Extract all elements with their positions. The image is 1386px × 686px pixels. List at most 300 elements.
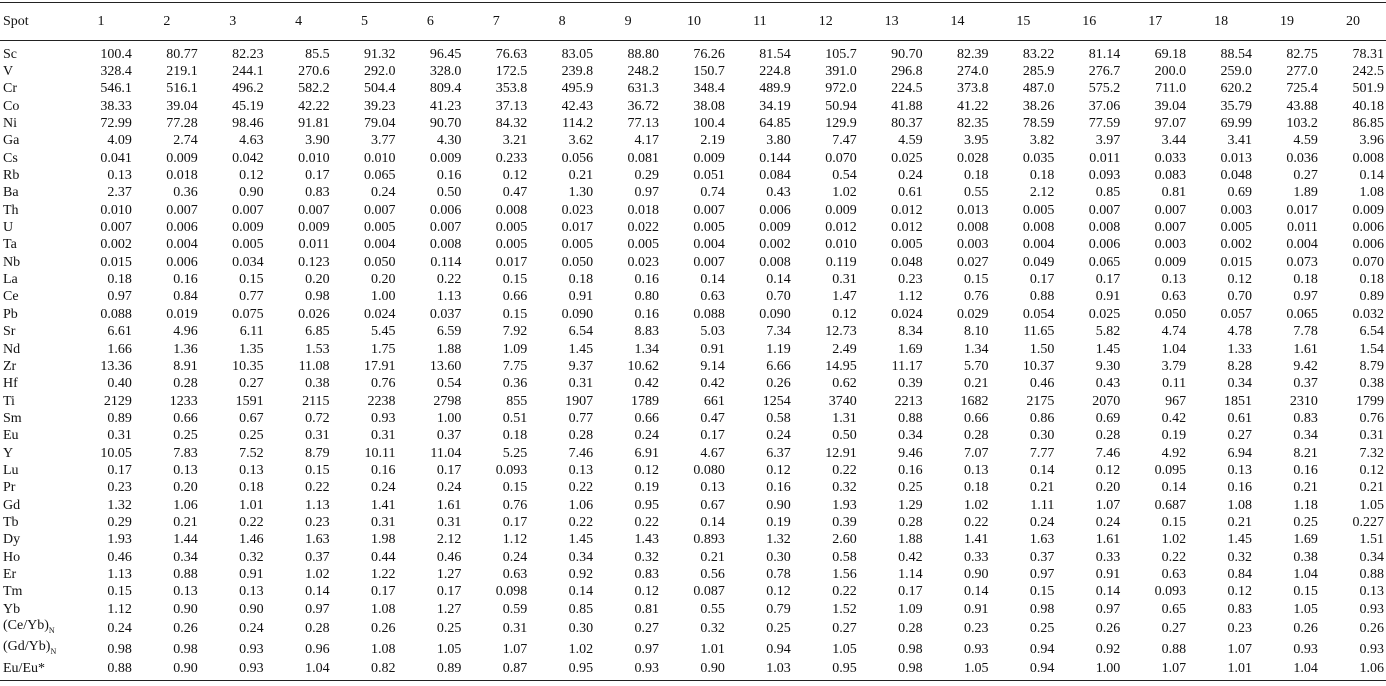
row-label [0, 497, 68, 514]
table-cell: 0.32 [832, 480, 857, 496]
table-cell: 80.37 [891, 116, 923, 132]
table-cell: 41.23 [429, 98, 462, 114]
table-cell: 0.005 [495, 237, 528, 253]
table-cell: 6.91 [634, 445, 660, 461]
row-label-text: U [3, 220, 14, 236]
table-cell: 17.91 [363, 358, 396, 374]
row-label [0, 254, 68, 271]
table-cell: 0.97 [1095, 601, 1121, 617]
row-label [0, 376, 68, 393]
table-cell: 0.13 [1359, 584, 1384, 600]
table-cell: 0.47 [502, 185, 528, 201]
table-cell: 0.94 [766, 641, 791, 657]
table-cell: 3.79 [1161, 358, 1187, 374]
table-cell: 0.32 [239, 549, 264, 565]
table-cell: 495.9 [561, 81, 594, 97]
table-cell: 0.024 [891, 306, 923, 322]
table-cell: 0.37 [1293, 376, 1318, 392]
column-header: 9 [595, 3, 661, 41]
table-cell: 0.88 [1029, 289, 1055, 305]
table-cell: 0.005 [1022, 202, 1055, 218]
table-cell: 1.12 [502, 532, 528, 548]
table-cell: 0.009 [693, 150, 725, 166]
table-cell: 2.74 [173, 133, 198, 149]
table-cell: 0.049 [1022, 254, 1055, 270]
table-cell: 0.080 [693, 462, 725, 478]
table-cell: 1.02 [963, 497, 989, 513]
table-cell: 9.30 [1095, 358, 1121, 374]
table-cell: 37.13 [495, 98, 528, 114]
table-row [0, 271, 1386, 288]
table-cell: 0.006 [1352, 220, 1384, 236]
table-cell: 83.22 [1022, 46, 1055, 62]
table-cell: 620.2 [1220, 81, 1253, 97]
row-label [0, 98, 68, 115]
table-cell: 4.96 [173, 324, 198, 340]
table-cell: 5.03 [700, 324, 725, 340]
table-cell: 0.004 [1286, 237, 1318, 253]
table-cell: 0.40 [107, 376, 132, 392]
table-cell: 0.25 [1029, 620, 1055, 636]
table-cell: 0.037 [429, 306, 462, 322]
table-cell: 0.24 [1095, 514, 1121, 530]
table-cell: 0.16 [173, 272, 198, 288]
table-cell: 631.3 [627, 81, 660, 97]
table-cell: 0.90 [134, 660, 200, 681]
table-cell: 172.5 [495, 64, 528, 80]
row-label [0, 462, 68, 479]
row-label-text: La [3, 272, 18, 288]
table-cell: 14.95 [825, 358, 857, 374]
table-cell: 0.70 [1227, 289, 1253, 305]
header-spot-label: Spot [0, 3, 68, 41]
table-cell: 0.007 [363, 202, 396, 218]
row-label [0, 219, 68, 236]
table-cell: 82.75 [1286, 46, 1318, 62]
table-row [0, 480, 1386, 497]
table-cell: 41.88 [891, 98, 923, 114]
table-cell: 0.070 [825, 150, 857, 166]
table-cell: 8.91 [173, 358, 198, 374]
table-cell: 0.15 [1161, 514, 1187, 530]
table-cell: 0.12 [239, 168, 264, 184]
table-cell: 0.20 [1095, 480, 1121, 496]
table-cell: 0.24 [239, 620, 264, 636]
table-cell: 1.13 [305, 497, 330, 513]
table-cell: 0.42 [700, 376, 725, 392]
table-cell: 0.61 [1227, 410, 1253, 426]
table-cell: 0.31 [436, 514, 462, 530]
table-cell: 0.76 [502, 497, 528, 513]
table-cell: 0.025 [1088, 306, 1121, 322]
table-cell: 0.28 [898, 514, 923, 530]
row-label-text: (Ce/Yb) [3, 618, 49, 634]
table-cell: 496.2 [232, 81, 264, 97]
row-label-text: Tb [3, 514, 19, 530]
table-cell: 3.97 [1095, 133, 1121, 149]
row-label [0, 358, 68, 375]
table-cell: 39.23 [363, 98, 396, 114]
table-cell: 8.10 [963, 324, 989, 340]
table-cell: 0.90 [239, 185, 264, 201]
table-cell: 77.13 [627, 116, 660, 132]
table-cell: 0.027 [956, 254, 989, 270]
column-header: 6 [397, 3, 463, 41]
table-cell: 1.02 [568, 641, 594, 657]
table-cell: 0.28 [568, 428, 594, 444]
table-cell: 1.06 [568, 497, 594, 513]
table-cell: 8.28 [1227, 358, 1253, 374]
table-cell: 0.42 [1161, 410, 1187, 426]
table-cell: 224.5 [891, 81, 923, 97]
table-cell: 967 [1165, 393, 1187, 409]
table-cell: 0.017 [1286, 202, 1318, 218]
table-cell: 0.144 [759, 150, 791, 166]
table-cell: 1.01 [700, 641, 725, 657]
row-label [0, 601, 68, 618]
table-cell: 0.98 [305, 289, 330, 305]
table-cell: 0.12 [634, 584, 660, 600]
row-label-text: Lu [3, 462, 19, 478]
table-cell: 0.008 [429, 237, 462, 253]
table-cell: 1.00 [370, 289, 396, 305]
table-cell: 0.065 [363, 168, 396, 184]
table-cell: 97.07 [1154, 116, 1187, 132]
table-cell: 0.24 [107, 620, 132, 636]
table-cell: 0.057 [1220, 306, 1253, 322]
table-cell: 0.72 [305, 410, 330, 426]
table-cell: 0.55 [700, 601, 725, 617]
table-cell: 0.36 [502, 376, 528, 392]
table-cell: 0.007 [100, 220, 132, 236]
table-cell: 0.123 [298, 254, 330, 270]
table-cell: 1.93 [832, 497, 857, 513]
table-cell: 1.05 [436, 641, 462, 657]
table-cell: 0.51 [502, 410, 528, 426]
table-cell: 0.14 [766, 272, 791, 288]
table-cell: 0.31 [370, 428, 396, 444]
table-cell: 0.21 [700, 549, 725, 565]
table-cell: 0.93 [239, 641, 264, 657]
table-cell: 200.0 [1154, 64, 1187, 80]
table-cell: 0.27 [239, 376, 264, 392]
table-cell: 0.051 [693, 168, 725, 184]
table-cell: 0.91 [1095, 566, 1121, 582]
table-cell: 1.30 [568, 185, 594, 201]
column-header: 10 [661, 3, 727, 41]
table-row [0, 237, 1386, 254]
row-label-text: V [3, 64, 14, 80]
table-cell: 1.31 [832, 410, 857, 426]
table-cell: 10.62 [627, 358, 660, 374]
table-cell: 0.76 [963, 289, 989, 305]
table-cell: 7.34 [766, 324, 791, 340]
row-label [0, 185, 68, 202]
table-cell: 6.54 [568, 324, 594, 340]
table-cell: 10.37 [1022, 358, 1055, 374]
table-cell: 1.08 [1227, 497, 1253, 513]
row-label-text: Er [3, 566, 17, 582]
table-cell: 0.002 [759, 237, 791, 253]
table-cell: 0.83 [634, 566, 660, 582]
table-cell: 0.24 [634, 428, 660, 444]
table-cell: 1851 [1224, 393, 1253, 409]
table-body [0, 41, 1386, 681]
table-cell: 0.22 [832, 462, 857, 478]
table-row [0, 428, 1386, 445]
table-cell: 5.45 [370, 324, 396, 340]
table-cell: 1.61 [1293, 341, 1318, 357]
table-cell: 0.26 [1359, 620, 1384, 636]
table-cell: 88.80 [627, 46, 660, 62]
table-cell: 0.28 [898, 620, 923, 636]
row-label [0, 428, 68, 445]
table-cell: 0.17 [1095, 272, 1121, 288]
table-cell: 285.9 [1022, 64, 1055, 80]
table-cell: 1.07 [502, 641, 528, 657]
table-row [0, 584, 1386, 601]
table-cell: 7.78 [1293, 324, 1318, 340]
table-row [0, 601, 1386, 618]
table-cell: 72.99 [100, 116, 132, 132]
table-cell: 0.37 [436, 428, 462, 444]
table-cell: 0.12 [766, 584, 791, 600]
table-cell: 64.85 [759, 116, 791, 132]
table-cell: 0.88 [173, 566, 198, 582]
table-cell: 12.73 [825, 324, 857, 340]
row-label [0, 410, 68, 427]
table-cell: 661 [703, 393, 725, 409]
table-cell: 274.0 [956, 64, 989, 80]
table-cell: 0.029 [956, 306, 989, 322]
table-cell: 1.32 [766, 532, 791, 548]
table-cell: 0.002 [100, 237, 132, 253]
table-cell: 487.0 [1022, 81, 1055, 97]
table-cell: 0.008 [1352, 150, 1384, 166]
table-cell: 0.89 [1359, 289, 1384, 305]
table-cell: 0.46 [436, 549, 462, 565]
table-cell: 1.56 [832, 566, 857, 582]
table-cell: 0.005 [627, 237, 660, 253]
table-cell: 0.065 [1088, 254, 1121, 270]
table-cell: 0.098 [495, 584, 528, 600]
table-cell: 3.80 [766, 133, 791, 149]
table-cell: 0.13 [700, 480, 725, 496]
table-cell: 0.21 [1227, 514, 1253, 530]
table-cell: 1.69 [1293, 532, 1318, 548]
table-cell: 0.20 [370, 272, 396, 288]
column-header: 14 [925, 3, 991, 41]
table-cell: 0.009 [232, 220, 264, 236]
table-cell: 0.007 [1154, 220, 1187, 236]
table-cell: 0.91 [963, 601, 989, 617]
table-cell: 0.005 [1220, 220, 1253, 236]
table-cell: 0.84 [173, 289, 198, 305]
row-label [0, 514, 68, 531]
row-label-text: Ba [3, 185, 19, 201]
table-cell: 1.09 [502, 341, 528, 357]
table-cell: 13.60 [429, 358, 462, 374]
table-cell: 242.5 [1352, 64, 1384, 80]
table-cell: 0.65 [1161, 601, 1187, 617]
table-cell: 244.1 [232, 64, 264, 80]
table-cell: 0.073 [1286, 254, 1318, 270]
table-row [0, 462, 1386, 479]
table-cell: 0.009 [429, 150, 462, 166]
table-cell: 0.035 [1022, 150, 1055, 166]
table-cell: 1.04 [1254, 660, 1320, 681]
table-cell: 0.24 [898, 168, 923, 184]
table-cell: 1.41 [370, 497, 396, 513]
table-cell: 7.52 [239, 445, 264, 461]
table-cell: 0.018 [166, 168, 198, 184]
table-cell: 0.24 [766, 428, 791, 444]
table-cell: 0.018 [627, 202, 660, 218]
table-row [0, 202, 1386, 219]
table-cell: 0.16 [370, 462, 396, 478]
row-label-text: Ni [3, 116, 17, 132]
table-cell: 0.095 [1154, 462, 1187, 478]
table-cell: 0.18 [963, 480, 989, 496]
table-cell: 42.43 [561, 98, 594, 114]
table-cell: 0.084 [759, 168, 791, 184]
table-cell: 1789 [631, 393, 660, 409]
table-cell: 0.88 [68, 660, 134, 681]
row-label-text: Y [3, 445, 14, 461]
table-cell: 0.97 [107, 289, 132, 305]
table-cell: 0.012 [891, 202, 923, 218]
table-cell: 41.22 [956, 98, 989, 114]
table-cell: 1254 [762, 393, 791, 409]
table-cell: 0.98 [859, 660, 925, 681]
row-label-text: Pb [3, 306, 18, 322]
table-cell: 114.2 [562, 116, 594, 132]
table-cell: 0.19 [766, 514, 791, 530]
table-cell: 0.15 [963, 272, 989, 288]
row-label-text: Cs [3, 150, 18, 166]
table-cell: 9.37 [568, 358, 594, 374]
table-cell: 0.050 [1154, 306, 1187, 322]
column-header: 8 [529, 3, 595, 41]
table-cell: 546.1 [100, 81, 132, 97]
table-cell: 0.56 [700, 566, 725, 582]
table-cell: 0.119 [825, 254, 857, 270]
table-cell: 7.46 [1095, 445, 1121, 461]
table-row [0, 133, 1386, 150]
table-cell: 0.17 [370, 584, 396, 600]
table-cell: 0.013 [1220, 150, 1253, 166]
table-cell: 0.11 [1162, 376, 1187, 392]
table-cell: 0.89 [397, 660, 463, 681]
table-cell: 1.53 [305, 341, 330, 357]
table-cell: 11.08 [298, 358, 330, 374]
row-label [0, 549, 68, 566]
table-row [0, 639, 1386, 660]
table-cell: 3.82 [1029, 133, 1055, 149]
table-cell: 2213 [894, 393, 923, 409]
table-cell: 0.24 [370, 185, 396, 201]
table-cell: 0.95 [634, 497, 660, 513]
table-cell: 0.15 [502, 306, 528, 322]
row-label [0, 445, 68, 462]
table-cell: 0.63 [1161, 289, 1187, 305]
row-label-text: Nb [3, 254, 21, 270]
table-cell: 0.25 [1293, 514, 1318, 530]
table-cell: 1.69 [898, 341, 923, 357]
table-cell: 0.893 [693, 532, 725, 548]
table-cell: 86.85 [1352, 116, 1384, 132]
table-cell: 248.2 [627, 64, 660, 80]
table-cell: 0.028 [956, 150, 989, 166]
table-cell: 0.005 [561, 237, 594, 253]
table-cell: 0.79 [766, 601, 791, 617]
table-cell: 1.01 [1188, 660, 1254, 681]
table-cell: 2310 [1289, 393, 1318, 409]
table-cell: 972.0 [825, 81, 857, 97]
row-label-text: Pr [3, 480, 16, 496]
table-cell: 1799 [1356, 393, 1384, 409]
table-cell: 1.45 [568, 341, 594, 357]
table-cell: 259.0 [1220, 64, 1253, 80]
table-cell: 0.25 [898, 480, 923, 496]
table-cell: 0.003 [956, 237, 989, 253]
table-cell: 0.34 [1227, 376, 1253, 392]
table-cell: 4.17 [634, 133, 660, 149]
table-cell: 69.18 [1154, 46, 1187, 62]
table-cell: 1.00 [1056, 660, 1122, 681]
table-cell: 0.91 [568, 289, 594, 305]
table-cell: 2.19 [700, 133, 725, 149]
table-cell: 0.29 [634, 168, 660, 184]
table-cell: 0.98 [1029, 601, 1055, 617]
table-cell: 809.4 [429, 81, 462, 97]
table-cell: 0.114 [430, 254, 462, 270]
table-cell: 0.24 [1029, 514, 1055, 530]
table-cell: 0.59 [502, 601, 528, 617]
row-label-text: Ta [3, 237, 17, 253]
table-cell: 1.03 [727, 660, 793, 681]
table-cell: 504.4 [363, 81, 396, 97]
table-cell: 4.67 [700, 445, 725, 461]
column-header: 5 [332, 3, 398, 41]
row-label [0, 271, 68, 288]
table-cell: 2070 [1092, 393, 1121, 409]
table-cell: 1.75 [370, 341, 396, 357]
table-cell: 1.13 [107, 566, 132, 582]
table-cell: 0.13 [173, 462, 198, 478]
table-cell: 0.97 [1293, 289, 1318, 305]
column-header: 4 [266, 3, 332, 41]
table-cell: 8.21 [1293, 445, 1318, 461]
table-cell: 0.12 [502, 168, 528, 184]
table-cell: 0.14 [963, 584, 989, 600]
row-label [0, 306, 68, 323]
table-cell: 0.048 [891, 254, 923, 270]
row-label [0, 202, 68, 219]
table-cell: 0.15 [502, 272, 528, 288]
table-cell: 0.88 [1359, 566, 1384, 582]
table-cell: 0.83 [305, 185, 330, 201]
table-cell: 0.036 [1286, 150, 1318, 166]
table-cell: 5.25 [502, 445, 528, 461]
row-label-text: Ga [3, 133, 20, 149]
table-cell: 0.33 [1095, 549, 1121, 565]
table-cell: 1.27 [436, 566, 462, 582]
table-cell: 39.04 [1154, 98, 1187, 114]
table-cell: 7.75 [502, 358, 528, 374]
table-cell: 0.007 [429, 220, 462, 236]
table-cell: 0.033 [1154, 150, 1187, 166]
